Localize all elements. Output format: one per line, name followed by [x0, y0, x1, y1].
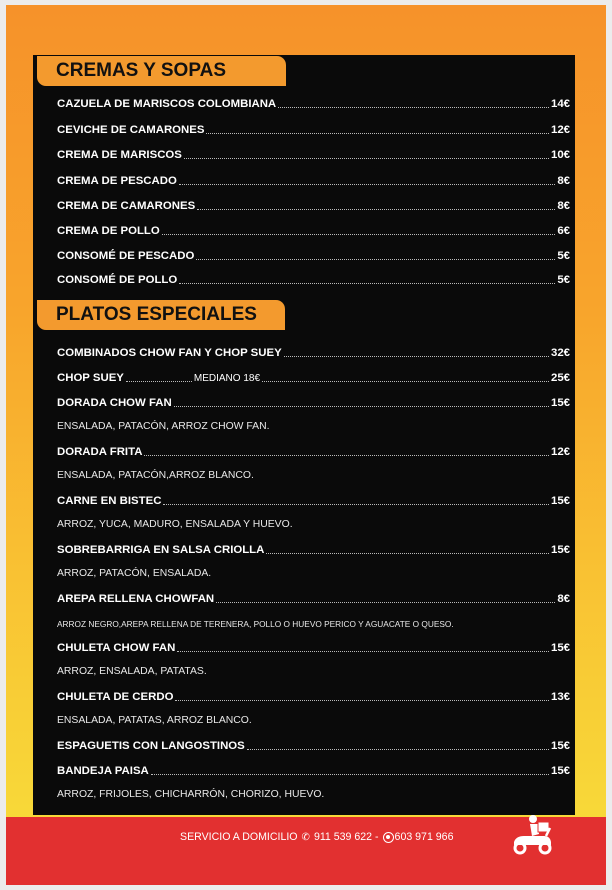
menu-item	[57, 590, 570, 606]
item-price: 32€	[550, 347, 570, 359]
item-description: ENSALADA, PATACÓN, ARROZ CHOW FAN.	[57, 421, 270, 432]
item-price: 14€	[550, 98, 570, 110]
menu-item	[57, 394, 570, 410]
item-description: ARROZ, YUCA, MADURO, ENSALADA Y HUEVO.	[57, 519, 293, 530]
dot-leader	[197, 209, 555, 210]
dot-leader	[196, 259, 555, 260]
section-title-platos-especiales: PLATOS ESPECIALES	[37, 300, 285, 330]
item-name: BANDEJA PAISA	[57, 765, 149, 777]
item-size-option: MEDIANO 18€	[193, 373, 261, 384]
item-price: 8€	[557, 175, 570, 187]
menu-item	[57, 541, 570, 557]
item-price: 15€	[550, 544, 570, 556]
dot-leader	[174, 406, 549, 407]
delivery-scooter-icon	[508, 812, 556, 858]
menu-item	[57, 146, 570, 162]
item-price: 5€	[557, 274, 570, 286]
item-description: ARROZ, ENSALADA, PATATAS.	[57, 666, 207, 677]
item-name: CHULETA CHOW FAN	[57, 642, 176, 654]
dot-leader	[247, 749, 549, 750]
phone-number[interactable]: 911 539 622 -	[313, 831, 379, 843]
item-price: 13€	[550, 691, 570, 703]
menu-item	[57, 271, 570, 287]
section-title-cremas-y-sopas: CREMAS Y SOPAS	[37, 56, 286, 86]
item-description: ARROZ NEGRO,AREPA RELLENA DE TERENERA, POLLO O HUEVO PERICO Y AGUACATE O QUESO.	[57, 619, 454, 629]
item-price: 12€	[550, 446, 570, 458]
item-name: DORADA FRITA	[57, 446, 143, 458]
item-price: 25€	[550, 372, 570, 384]
item-name: ESPAGUETIS CON LANGOSTINOS	[57, 740, 245, 752]
menu-item	[57, 492, 570, 508]
menu-item	[57, 639, 570, 655]
dot-leader	[151, 774, 549, 775]
item-name: CEVICHE DE CAMARONES	[57, 124, 205, 136]
item-price: 8€	[557, 593, 570, 605]
item-description: ENSALADA, PATATAS, ARROZ BLANCO.	[57, 715, 252, 726]
menu-item	[57, 172, 570, 188]
menu-item	[57, 737, 570, 753]
delivery-service-label: SERVICIO A DOMICILIO	[180, 831, 298, 843]
item-price: 5€	[557, 250, 570, 262]
menu-item	[57, 197, 570, 213]
menu-item	[57, 443, 570, 459]
menu-item	[57, 344, 570, 360]
item-price: 15€	[550, 642, 570, 654]
item-price: 12€	[550, 124, 570, 136]
item-price: 15€	[550, 765, 570, 777]
menu-item	[57, 762, 570, 778]
item-name: CREMA DE CAMARONES	[57, 200, 196, 212]
dot-leader	[144, 455, 549, 456]
item-price: 15€	[550, 495, 570, 507]
menu-item	[57, 95, 570, 111]
dot-leader	[126, 381, 192, 382]
item-price: 10€	[550, 149, 570, 161]
item-description: ARROZ, PATACÓN, ENSALADA.	[57, 568, 212, 579]
dot-leader	[179, 283, 555, 284]
item-name: CAZUELA DE MARISCOS COLOMBIANA	[57, 98, 277, 110]
menu-item	[57, 121, 570, 137]
item-price: 8€	[557, 200, 570, 212]
dot-leader	[266, 553, 549, 554]
dot-leader	[278, 107, 549, 108]
dot-leader	[184, 158, 549, 159]
item-price: 15€	[550, 397, 570, 409]
item-name: CARNE EN BISTEC	[57, 495, 162, 507]
item-description: ENSALADA, PATACÓN,ARROZ BLANCO.	[57, 470, 254, 481]
phone-icon: ✆	[301, 831, 310, 843]
item-name: AREPA RELLENA CHOWFAN	[57, 593, 215, 605]
item-name: CREMA DE POLLO	[57, 225, 160, 237]
item-name: DORADA CHOW FAN	[57, 397, 172, 409]
dot-leader	[175, 700, 549, 701]
dot-leader	[206, 133, 549, 134]
item-name: COMBINADOS CHOW FAN Y CHOP SUEY	[57, 347, 282, 359]
menu-item	[57, 369, 570, 385]
delivery-contact	[180, 831, 453, 843]
item-name: CREMA DE MARISCOS	[57, 149, 182, 161]
item-name: SOBREBARRIGA EN SALSA CRIOLLA	[57, 544, 265, 556]
item-name: CONSOMÉ DE PESCADO	[57, 250, 195, 262]
dot-leader	[179, 184, 556, 185]
item-price: 6€	[557, 225, 570, 237]
dot-leader	[177, 651, 549, 652]
menu-item	[57, 688, 570, 704]
item-name: CONSOMÉ DE POLLO	[57, 274, 178, 286]
dot-leader	[162, 234, 556, 235]
item-name: CHULETA DE CERDO	[57, 691, 174, 703]
dot-leader	[284, 356, 549, 357]
dot-leader	[262, 381, 549, 382]
menu-item	[57, 247, 570, 263]
item-price: 15€	[550, 740, 570, 752]
whatsapp-icon	[383, 832, 394, 843]
whatsapp-number[interactable]: 603 971 966	[394, 831, 454, 843]
dot-leader	[163, 504, 549, 505]
item-name: CREMA DE PESCADO	[57, 175, 177, 187]
dot-leader	[216, 602, 555, 603]
item-description: ARROZ, FRIJOLES, CHICHARRÓN, CHORIZO, HUEVO.	[57, 789, 325, 800]
item-name: CHOP SUEY	[57, 372, 124, 384]
menu-item	[57, 222, 570, 238]
